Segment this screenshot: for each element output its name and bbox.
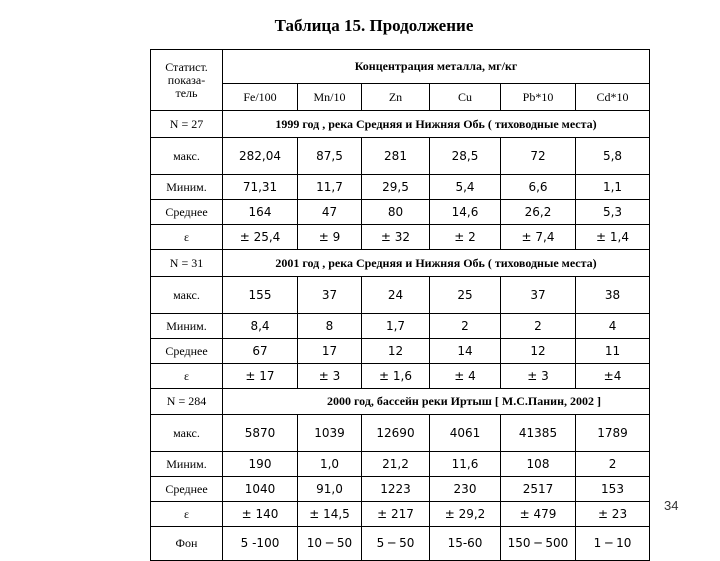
table-cell: 11,7 xyxy=(298,175,362,200)
table-row xyxy=(151,339,650,364)
metal-header-cd: Cd*10 xyxy=(576,84,650,111)
table-cell: 21,2 xyxy=(362,452,430,477)
table-cell: ± 217 xyxy=(362,502,430,527)
table-cell: 12 xyxy=(501,339,576,364)
table-row xyxy=(151,415,650,452)
table-cell: 80 xyxy=(362,200,430,225)
table-cell: 1039 xyxy=(298,415,362,452)
row-label: макс. xyxy=(151,415,223,452)
table-cell: 5,8 xyxy=(576,138,650,175)
table-cell: 5,4 xyxy=(430,175,501,200)
table-cell: 17 xyxy=(298,339,362,364)
table-cell: 6,6 xyxy=(501,175,576,200)
metal-header-zn: Zn xyxy=(362,84,430,111)
table-cell: 14 xyxy=(430,339,501,364)
table-cell: 2517 xyxy=(501,477,576,502)
table-row xyxy=(151,277,650,314)
stat-indicator-header xyxy=(151,50,223,111)
table-cell: 8,4 xyxy=(223,314,298,339)
table-cell: 67 xyxy=(223,339,298,364)
table-cell: 37 xyxy=(501,277,576,314)
table-cell: 2 xyxy=(501,314,576,339)
table-row xyxy=(151,314,650,339)
stat-label-line: Статист. xyxy=(165,59,208,74)
table-cell: 11,6 xyxy=(430,452,501,477)
table-cell: 14,6 xyxy=(430,200,501,225)
table-cell: 28,5 xyxy=(430,138,501,175)
stat-label-line: тель xyxy=(175,85,198,100)
table-cell: ± 4 xyxy=(430,364,501,389)
table-row xyxy=(151,364,650,389)
table-cell: 153 xyxy=(576,477,650,502)
table-row xyxy=(151,225,650,250)
table-cell: ± 32 xyxy=(362,225,430,250)
row-label: Среднее xyxy=(151,477,223,502)
row-label: ε xyxy=(151,225,223,250)
table-cell: ± 479 xyxy=(501,502,576,527)
table-cell: 38 xyxy=(576,277,650,314)
row-label: Миним. xyxy=(151,314,223,339)
table-cell: ± 3 xyxy=(501,364,576,389)
table-cell: 71,31 xyxy=(223,175,298,200)
row-label: ε xyxy=(151,364,223,389)
table-cell: ± 140 xyxy=(223,502,298,527)
metal-header-pb: Pb*10 xyxy=(501,84,576,111)
table-cell: ± 7,4 xyxy=(501,225,576,250)
table-cell: 1223 xyxy=(362,477,430,502)
table-cell: ± 14,5 xyxy=(298,502,362,527)
table-cell: 5870 xyxy=(223,415,298,452)
table-cell: 91,0 xyxy=(298,477,362,502)
table-cell: 2 xyxy=(430,314,501,339)
table-cell: 24 xyxy=(362,277,430,314)
section-title: 2001 год , река Средняя и Нижняя Обь ( тиховодные места) xyxy=(223,250,650,277)
table-cell: ± 3 xyxy=(298,364,362,389)
table-cell: 1 ─ 10 xyxy=(576,527,650,561)
table-cell: 5,3 xyxy=(576,200,650,225)
table-cell: 29,5 xyxy=(362,175,430,200)
table-cell: ± 9 xyxy=(298,225,362,250)
sample-count: N = 284 xyxy=(151,389,223,415)
table-cell: 1040 xyxy=(223,477,298,502)
row-label: Миним. xyxy=(151,452,223,477)
section-header-row xyxy=(151,389,650,415)
table-cell: 1,1 xyxy=(576,175,650,200)
concentration-table xyxy=(150,49,650,561)
table-cell: 190 xyxy=(223,452,298,477)
row-label: Среднее xyxy=(151,200,223,225)
table-cell: 155 xyxy=(223,277,298,314)
concentration-header: Концентрация металла, мг/кг xyxy=(223,50,650,84)
table-row xyxy=(151,138,650,175)
table-cell: 4 xyxy=(576,314,650,339)
metal-header-mn: Mn/10 xyxy=(298,84,362,111)
table-cell: 12690 xyxy=(362,415,430,452)
table-cell: 11 xyxy=(576,339,650,364)
row-label: Среднее xyxy=(151,339,223,364)
table-cell: 41385 xyxy=(501,415,576,452)
table-cell: 1,7 xyxy=(362,314,430,339)
section-header-row xyxy=(151,250,650,277)
table-cell: ± 29,2 xyxy=(430,502,501,527)
metal-header-cu: Cu xyxy=(430,84,501,111)
row-label: макс. xyxy=(151,277,223,314)
stat-label-line: показа- xyxy=(167,72,206,87)
table-cell: 5 -100 xyxy=(223,527,298,561)
table-row xyxy=(151,200,650,225)
table-cell: ± 25,4 xyxy=(223,225,298,250)
table-cell: ± 1,6 xyxy=(362,364,430,389)
table-row xyxy=(151,502,650,527)
row-label: ε xyxy=(151,502,223,527)
table-cell: 87,5 xyxy=(298,138,362,175)
table-cell: 15-60 xyxy=(430,527,501,561)
table-cell: ± 1,4 xyxy=(576,225,650,250)
table-row xyxy=(151,175,650,200)
table-cell: 10 ─ 50 xyxy=(298,527,362,561)
table-cell: 26,2 xyxy=(501,200,576,225)
table-title: Таблица 15. Продолжение xyxy=(274,16,474,35)
table-row xyxy=(151,452,650,477)
section-title: 2000 год, бассейн реки Иртыш [ М.С.Панин, 2002 ] xyxy=(223,389,650,415)
table-row xyxy=(151,477,650,502)
row-label: макс. xyxy=(151,138,223,175)
sample-count: N = 31 xyxy=(151,250,223,277)
table-cell: ± 2 xyxy=(430,225,501,250)
slide-number: 34 xyxy=(664,498,679,513)
table-cell: ± 17 xyxy=(223,364,298,389)
table-cell: 1789 xyxy=(576,415,650,452)
table-cell: 2 xyxy=(576,452,650,477)
background-row xyxy=(151,527,650,561)
table-cell: 5 ─ 50 xyxy=(362,527,430,561)
table-cell: 230 xyxy=(430,477,501,502)
row-label: Фон xyxy=(151,527,223,561)
table-cell: 37 xyxy=(298,277,362,314)
table-cell: 12 xyxy=(362,339,430,364)
row-label: Миним. xyxy=(151,175,223,200)
table-cell: 108 xyxy=(501,452,576,477)
table-cell: 282,04 xyxy=(223,138,298,175)
section-title: 1999 год , река Средняя и Нижняя Обь ( тиховодные места) xyxy=(223,111,650,138)
table-cell: 281 xyxy=(362,138,430,175)
table-cell: 8 xyxy=(298,314,362,339)
table-cell: 1,0 xyxy=(298,452,362,477)
table-body xyxy=(151,50,650,561)
table-cell: 4061 xyxy=(430,415,501,452)
table-cell: 164 xyxy=(223,200,298,225)
section-header-row xyxy=(151,111,650,138)
sample-count: N = 27 xyxy=(151,111,223,138)
table-cell: 72 xyxy=(501,138,576,175)
metal-header-fe: Fe/100 xyxy=(223,84,298,111)
table-cell: 150 ─ 500 xyxy=(501,527,576,561)
table-cell: 25 xyxy=(430,277,501,314)
table-cell: ±4 xyxy=(576,364,650,389)
table-cell: ± 23 xyxy=(576,502,650,527)
table-cell: 47 xyxy=(298,200,362,225)
